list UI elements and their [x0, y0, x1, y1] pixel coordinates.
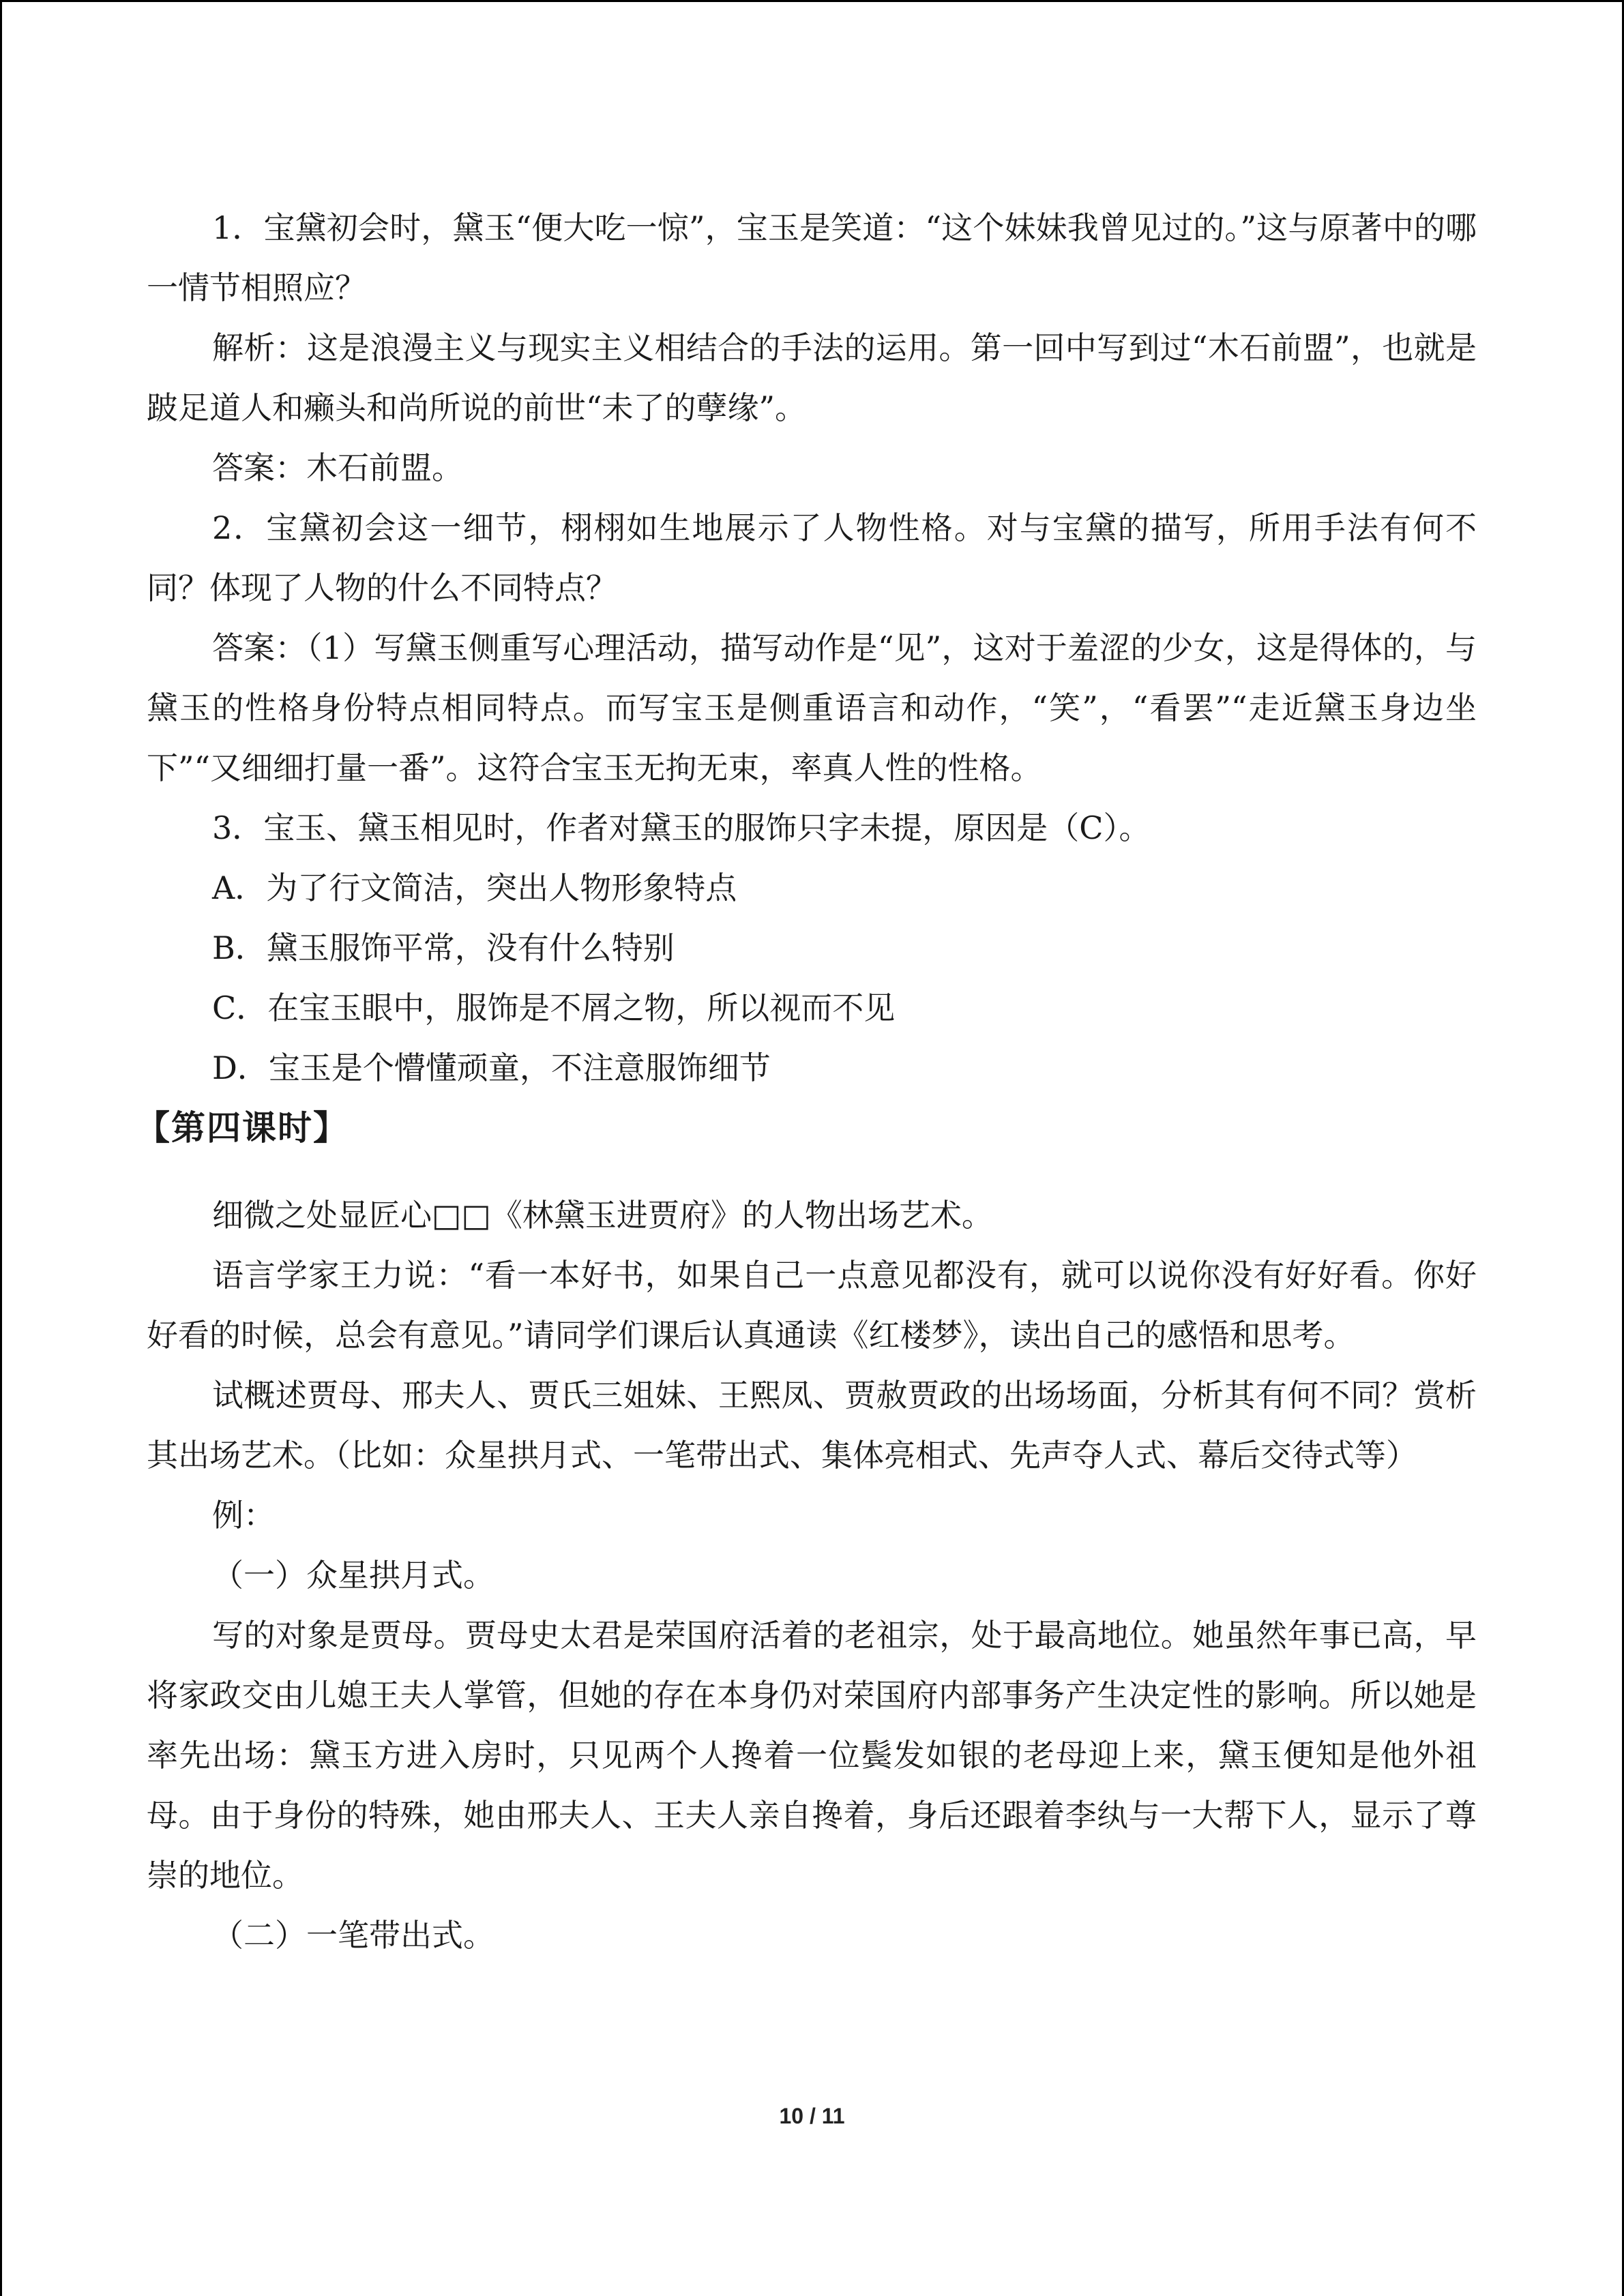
question-2-answer: 答案：（1）写黛玉侧重写心理活动，描写动作是“见”，这对于羞涩的少女，这是得体的，与黛玉的性格身份特点相同特点。而写宝玉是侧重语言和动作，“笑”，“看罢”“走近黛玉身边坐下”“又细细打量一番”。这符合宝玉无拘无束，率真人性的性格。 [147, 629, 1477, 786]
question-2: 2．宝黛初会这一细节，栩栩如生地展示了人物性格。对与宝黛的描写，所用手法有何不同？体现了人物的什么不同特点？ [147, 509, 1477, 606]
example-2-title: （二）一笔带出式。 [212, 1917, 494, 1954]
question-1-answer: 答案：木石前盟。 [212, 449, 463, 486]
option-a: A．为了行文简洁，突出人物形象特点 [212, 869, 737, 906]
option-d: D．宝玉是个懵懂顽童，不注意服饰细节 [212, 1049, 771, 1086]
section-task: 试概述贾母、邢夫人、贾氏三姐妹、王熙凤、贾赦贾政的出场场面，分析其有何不同？赏析其出场艺术。（比如：众星拱月式、一笔带出式、集体亮相式、先声夺人式、幕后交待式等） [147, 1377, 1477, 1474]
section-intro: 细微之处显匠心□□《林黛玉进贾府》的人物出场艺术。 [212, 1197, 993, 1234]
example-1-title: （一）众星拱月式。 [212, 1557, 494, 1594]
option-b: B．黛玉服饰平常，没有什么特别 [212, 929, 675, 966]
question-1: 1．宝黛初会时，黛玉“便大吃一惊”，宝玉是笑道：“这个妹妹我曾见过的。”这与原著中的哪一情节相照应？ [147, 209, 1477, 306]
document-body [136, 198, 1477, 1965]
question-3: 3．宝玉、黛玉相见时，作者对黛玉的服饰只字未提，原因是（C）。 [212, 809, 1151, 846]
page-number: 10 / 11 [779, 2104, 845, 2128]
example-label: 例： [212, 1497, 275, 1534]
section-heading: 【第四课时】 [136, 1108, 349, 1148]
option-c: C．在宝玉眼中，服饰是不屑之物，所以视而不见 [212, 989, 896, 1026]
question-1-analysis: 解析：这是浪漫主义与现实主义相结合的手法的运用。第一回中写到过“木石前盟”，也就是跛足道人和癞头和尚所说的前世“未了的孽缘”。 [147, 329, 1477, 426]
example-1-body: 写的对象是贾母。贾母史太君是荣国府活着的老祖宗，处于最高地位。她虽然年事已高，早将家政交由儿媳王夫人掌管，但她的存在本身仍对荣国府内部事务产生决定性的影响。所以她是率先出场：黛玉方进入房时，只见两个人搀着一位鬓发如银的老母迎上来，黛玉便知是他外祖母。由于身份的特殊，她由邢夫人、王夫人亲自搀着，身后还跟着李纨与一大帮下人，显示了尊崇的地位。 [147, 1617, 1477, 1894]
section-quote: 语言学家王力说：“看一本好书，如果自己一点意见都没有，就可以说你没有好好看。你好好看的时候，总会有意见。”请同学们课后认真通读《红楼梦》，读出自己的感悟和思考。 [147, 1257, 1477, 1354]
